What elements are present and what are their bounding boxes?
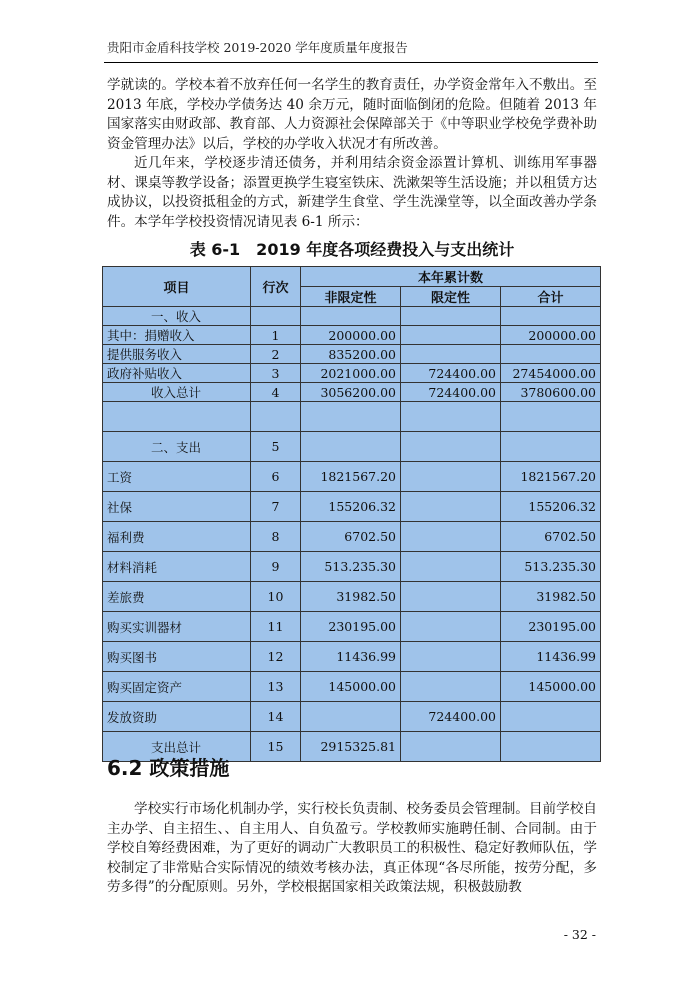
cell-restricted: 724400.00 [401,702,501,732]
cell-total: 31982.50 [501,582,601,612]
cell-total: 513.235.30 [501,552,601,582]
cell-item: 购买图书 [103,642,251,672]
cell-restricted [401,642,501,672]
cell-total [501,432,601,462]
cell-row-no: 8 [251,522,301,552]
cell-total: 11436.99 [501,642,601,672]
cell-unrestricted: 3056200.00 [301,383,401,402]
cell-unrestricted: 6702.50 [301,522,401,552]
cell-total [501,732,601,762]
header-total: 合计 [501,287,601,307]
cell-total: 230195.00 [501,612,601,642]
cell-unrestricted: 230195.00 [301,612,401,642]
cell-restricted [401,432,501,462]
cell-total: 3780600.00 [501,383,601,402]
cell-row-no: 9 [251,552,301,582]
cell-item: 提供服务收入 [103,345,251,364]
cell-row-no: 3 [251,364,301,383]
cell-row-no [251,402,301,432]
cell-item: 福利费 [103,522,251,552]
cell-item [103,402,251,432]
cell-restricted [401,612,501,642]
cell-unrestricted: 2915325.81 [301,732,401,762]
finance-table [102,266,601,762]
cell-row-no: 10 [251,582,301,612]
cell-item: 发放资助 [103,702,251,732]
cell-unrestricted: 31982.50 [301,582,401,612]
section-title: 6.2 政策措施 [107,756,230,780]
cell-restricted [401,402,501,432]
table-row [103,326,601,345]
cell-row-no: 13 [251,672,301,702]
table-row [103,364,601,383]
cell-unrestricted: 835200.00 [301,345,401,364]
header-unrestricted: 非限定性 [301,287,401,307]
paragraph-investment: 近几年来，学校逐步清还债务，并利用结余资金添置计算机、训练用军事器材、课桌等教学设备；添置更换学生寝室铁床、洗漱架等生活设施；并以租赁方达成协议，以投资抵租金的方式，新建学生食堂、学生洗澡堂等，以全面改善办学条件。本学年学校投资情况请见表 6-1 所示： [107,155,597,230]
cell-item: 一、收入 [103,307,251,326]
cell-item: 差旅费 [103,582,251,612]
table-row [103,462,601,492]
cell-item: 其中：捐赠收入 [103,326,251,345]
cell-restricted [401,552,501,582]
page-header: 贵阳市金盾科技学校 2019-2020 学年度质量年度报告 [107,40,408,55]
cell-restricted: 724400.00 [401,364,501,383]
cell-row-no: 15 [251,732,301,762]
cell-restricted [401,326,501,345]
cell-total: 6702.50 [501,522,601,552]
cell-unrestricted [301,307,401,326]
cell-total: 1821567.20 [501,462,601,492]
table-row [103,582,601,612]
paragraph-policy: 学校实行市场化机制办学，实行校长负责制、校务委员会管理制。目前学校自主办学、自主招生、、自主用人、自负盈亏。学校教师实施聘任制、合同制。由于学校自筹经费困难，为了更好的调动广大教职员工的积极性、稳定好教师队伍，学校制定了非常贴合实际情况的绩效考核办法，真正体现“各尽所能，按劳分配，多劳多得”的分配原则。另外，学校根据国家相关政策法规，积极鼓励教 [107,801,597,896]
cell-row-no: 1 [251,326,301,345]
cell-unrestricted: 145000.00 [301,672,401,702]
table-row [103,552,601,582]
cell-unrestricted: 155206.32 [301,492,401,522]
header-rule [104,62,598,63]
page-number: - 32 - [563,927,596,942]
cell-row-no: 4 [251,383,301,402]
table-row [103,702,601,732]
cell-item: 购买实训器材 [103,612,251,642]
table-row [103,612,601,642]
cell-unrestricted: 2021000.00 [301,364,401,383]
cell-unrestricted: 11436.99 [301,642,401,672]
cell-row-no: 5 [251,432,301,462]
cell-row-no: 12 [251,642,301,672]
cell-total: 155206.32 [501,492,601,522]
cell-restricted [401,462,501,492]
cell-item: 政府补贴收入 [103,364,251,383]
cell-unrestricted [301,402,401,432]
cell-row-no: 14 [251,702,301,732]
table-row [103,642,601,672]
table-row [103,307,601,326]
table-row [103,432,601,462]
cell-item: 购买固定资产 [103,672,251,702]
cell-unrestricted [301,702,401,732]
cell-total: 145000.00 [501,672,601,702]
table-row [103,383,601,402]
cell-item: 工资 [103,462,251,492]
cell-item: 支出总计 [103,732,251,762]
header-item: 项目 [103,267,251,307]
cell-total [501,307,601,326]
cell-item: 社保 [103,492,251,522]
cell-total [501,345,601,364]
cell-restricted [401,672,501,702]
cell-restricted [401,345,501,364]
cell-restricted [401,522,501,552]
cell-unrestricted: 200000.00 [301,326,401,345]
table-row [103,672,601,702]
table-row [103,492,601,522]
cell-restricted [401,732,501,762]
cell-row-no [251,307,301,326]
cell-total [501,702,601,732]
table-caption: 表 6-1 2019 年度各项经费投入与支出统计 [189,240,515,259]
cell-unrestricted [301,432,401,462]
finance-table-body [103,307,601,762]
cell-restricted [401,582,501,612]
header-cumulative: 本年累计数 [301,267,601,287]
cell-item: 材料消耗 [103,552,251,582]
cell-item: 二、支出 [103,432,251,462]
cell-item: 收入总计 [103,383,251,402]
header-row-no: 行次 [251,267,301,307]
cell-total [501,402,601,432]
cell-row-no: 7 [251,492,301,522]
cell-restricted: 724400.00 [401,383,501,402]
cell-row-no: 11 [251,612,301,642]
cell-unrestricted: 1821567.20 [301,462,401,492]
cell-row-no: 6 [251,462,301,492]
cell-total: 200000.00 [501,326,601,345]
table-row [103,402,601,432]
table-row [103,522,601,552]
paragraph-intro: 学就读的。学校本着不放弃任何一名学生的教育责任，办学资金常年入不敷出。至 2013 年底，学校办学债务达 40 余万元，随时面临倒闭的危险。但随着 2013 年国家落实由财政部、教育部、人力资源社会保障部关于《中等职业学校免学费补助资金管理办法》以后，学校的办学收入状况才有所改善。 [107,77,597,152]
header-restricted: 限定性 [401,287,501,307]
table-row [103,345,601,364]
cell-restricted [401,492,501,522]
cell-total: 27454000.00 [501,364,601,383]
cell-unrestricted: 513.235.30 [301,552,401,582]
cell-restricted [401,307,501,326]
cell-row-no: 2 [251,345,301,364]
